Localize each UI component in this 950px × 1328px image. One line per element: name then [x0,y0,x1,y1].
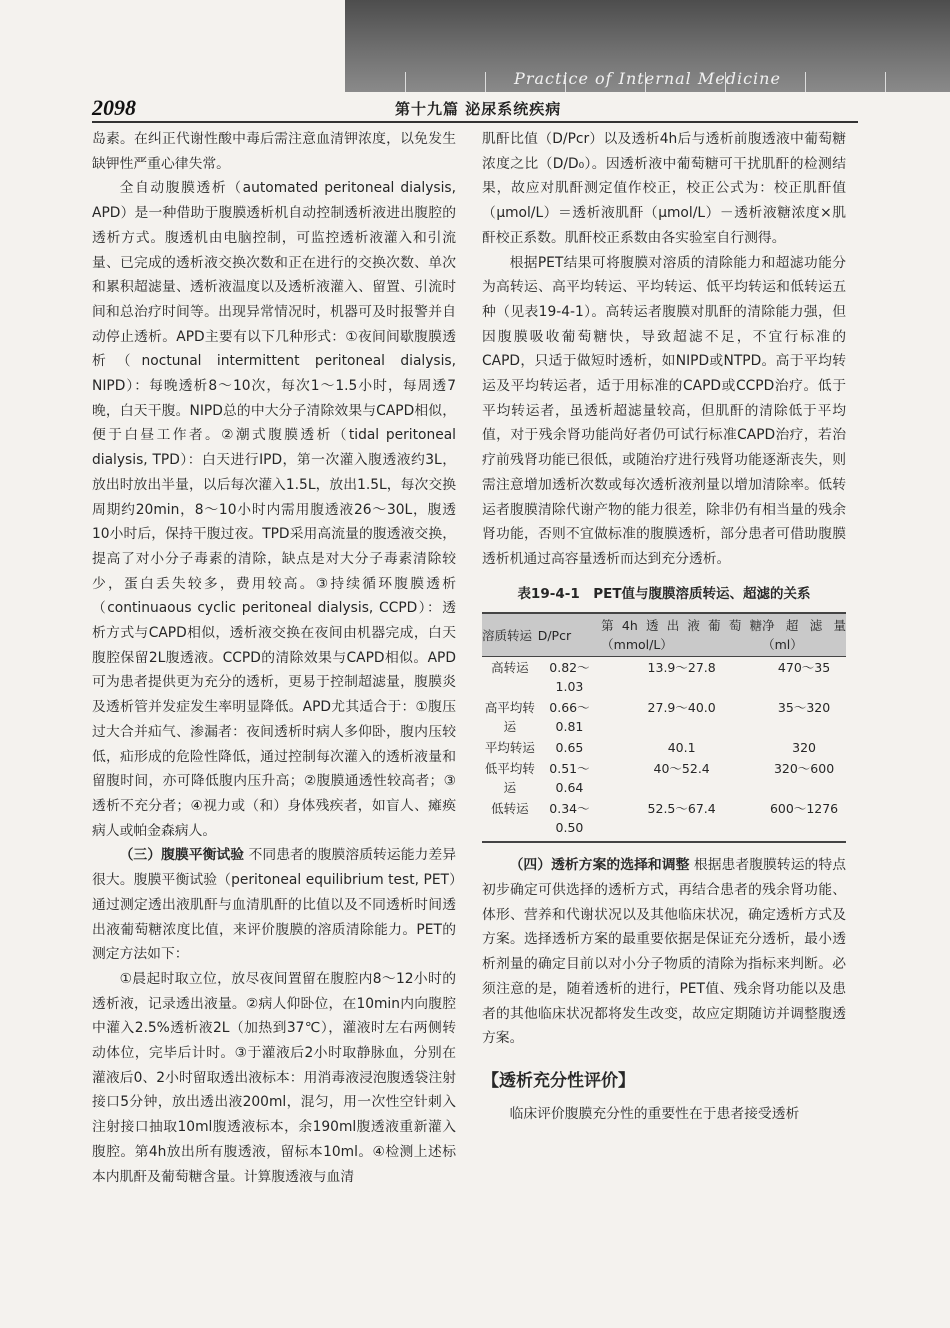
table-row [482,798,846,842]
header-rule [92,121,858,123]
table-cell: 0.51～0.64 [549,761,590,796]
table-cell: 52.5～67.4 [601,798,762,842]
paragraph-text: 根据患者腹膜转运的特点初步确定可供选择的透析方式，再结合患者的残余肾功能、体形、营养和代谢状况以及其他临床状况，确定透析方式及方案。选择透析方案的最重要依据是保证充分透析，最小透析剂量的确定目前以对小分子物质的清除为指标来判断。必须注意的是，随着透析的进行，PET值、残余肾功能以及患者的其他临床状况都将发生改变，故应定期随访并调整腹透方案。 [482,857,847,1047]
paragraph [92,843,456,967]
table-row [482,737,846,758]
left-column [92,127,456,1189]
paragraph [482,853,846,1051]
paragraph: 全自动腹膜透析（automated peritoneal dialysis, APD）是一种借助于腹膜透析机自动控制透析液进出腹腔的透析方式。腹透机由电脑控制，可监控透析液灌入和引流量、已完成的透析液交换次数和正在进行的交换次数、单次和累积超滤量、透析液温度以及透析液灌入、留置、引流时间和总治疗时间等。出现异常情况时，机器可及时报警并自动停止透析。APD主要有以下几种形式：①夜间间歇腹膜透析（noctunal intermittent peritoneal dialysis, NIPD）：每晚透析8～10次，每次1～1.5小时，每周透7晚，白天干腹。NIPD总的中大分子清除效果与CAPD相似，便于白昼工作者。②潮式腹膜透析（tidal peritoneal dialysis, TPD）：白天进行IPD，第一次灌入腹透液约3L，放出时放出半量，以后每次灌入1.5L，放出1.5L，每次交换周期约20min，8～10小时内需用腹透液26～30L，腹透10小时后，保持干腹过夜。TPD采用高流量的腹透液交换，提高了对小分子毒素的清除，缺点是对大分子毒素清除较少，蛋白丢失较多，费用较高。③持续循环腹膜透析（continuaous cyclic peritoneal dialysis, CCPD）：透析方式与CAPD相似，透析液交换在夜间由机器完成，白天腹腔保留2L腹透液。CCPD的清除效果与CAPD相似。APD可为患者提供更为充分的透析，更易于控制超滤量，腹膜炎及透析管并发症发生率明显降低。APD尤其适合于：①腹压过大合并疝气、渗漏者：夜间透析时病人多仰卧，腹内压较低，疝形成的危险性降低，通过控制每次灌入的透析液量和留腹时间，亦可降低腹内压升高；②腹膜通透性较高者；③透析不充分者；④视力或（和）身体残疾者，如盲人、瘫痪病人或帕金森病人。 [92,180,456,839]
table-caption: 表19-4-1 PET值与腹膜溶质转运、超滤的关系 [517,585,811,602]
banner-text: Practice of Internal Medicine [514,69,781,88]
table-cell: 低平均转运 [484,761,535,796]
table-cell: 高平均转运 [484,700,535,735]
table-cell: 40.1 [667,740,696,756]
table-cell: 35～320 [777,700,831,716]
table-header: 第4h透出液葡萄糖（mmol/L） [601,613,762,657]
table-header: 溶质转运 [482,613,538,657]
journal-banner [345,0,950,92]
paragraph: ①晨起时取立位，放尽夜间置留在腹腔内8～12小时的透析液，记录透出液量。②病人仰卧位，在10min内向腹腔中灌入2.5%透析液2L（加热到37℃），灌液时左右两侧转动体位，完毕后计时。③于灌液后2小时取静脉血，分别在灌液后0、2小时留取透出液标本：用消毒液浸泡腹透袋注射接口5分钟，放出透出液200ml，混匀，用一次性空针刺入注射接口抽取10ml腹透液标本，余190ml腹透液重新灌入腹腔。第4h放出所有腹透液，留标本10ml。④检测上述标本内肌酐及葡萄糖含量。计算腹透液与血清 [92,970,456,1185]
paragraph: 临床评价腹膜充分性的重要性在于患者接受透析 [509,1105,800,1122]
paragraph: 根据PET结果可将腹膜对溶质的清除能力和超滤功能分为高转运、高平均转运、平均转运、低平均转运和低转运五种（见表19-4-1）。高转运者腹膜对肌酐的清除能力强，但因腹膜吸收葡萄糖快，导致超滤不足，不宜行标准的CAPD，只适于做短时透析，如NIPD或NTPD。高于平均转运及平均转运者，适于用标准的CAPD或CCPD治疗。低于平均转运者，虽透析超滤量较高，但肌酐的清除低于平均值，对于残余肾功能尚好者仍可试行标准CAPD治疗，若治疗前残肾功能已很低，或随治疗进行残肾功能逐渐丧失，则需注意增加透析次数或每次透析液剂量以增加清除率。低转运者腹膜清除代谢产物的能力很差，除非仍有相当量的残余肾功能，否则不宜做标准的腹膜透析，部分患者可借助腹膜透析机通过高容量透析而达到充分透析。 [482,254,846,567]
subsection-heading: （三）腹膜平衡试验 [119,847,245,864]
table-row [482,758,846,798]
table-cell: 600～1276 [762,798,846,842]
table-cell: 0.82～1.03 [549,660,590,695]
section-title: 第十九篇 泌尿系统疾病 [395,100,562,118]
table-cell: 0.66～0.81 [549,700,590,735]
pet-table [482,612,846,843]
page-number: 2098 [92,95,136,120]
table-header: D/Pcr [538,613,601,657]
table-row [482,657,846,698]
table-cell: 320～600 [773,761,835,777]
table-header: 净超滤量（ml） [762,613,846,657]
right-column [482,127,846,1126]
table-cell: 470～35 [777,660,831,676]
table-row [482,697,846,737]
paragraph: 岛素。在纠正代谢性酸中毒后需注意血清钾浓度，以免发生缺钾性严重心律失常。 [92,131,456,172]
table-cell: 高转运 [491,660,529,676]
subsection-heading: （四）透析方案的选择和调整 [509,857,690,874]
paragraph: 肌酐比值（D/Pcr）以及透析4h后与透析前腹透液中葡萄糖浓度之比（D/D₀）。因透析液中葡萄糖可干扰肌酐的检测结果，故应对肌酐测定值作校正，校正公式为：校正肌酐值（μmol/L）＝透析液肌酐（μmol/L）－透析液糖浓度×肌酐校正系数。肌酐校正系数由各实验室自行测得。 [482,131,846,246]
table-cell: 320 [792,740,816,756]
table-cell: 40～52.4 [653,761,710,777]
table-cell: 低转运 [482,798,538,842]
table-cell: 13.9～27.8 [647,660,716,676]
table-cell: 27.9～40.0 [647,700,716,716]
paragraph-text: 不同患者的腹膜溶质转运能力差异很大。腹膜平衡试验（peritoneal equilibrium test, PET）通过测定透出液肌酐与血清肌酐的比值以及不同透析时间透出液葡萄糖浓度比值，来评价腹膜的溶质清除能力。PET的测定方法如下： [92,847,457,963]
table-cell: 0.65 [555,740,584,756]
table-cell: 平均转运 [484,740,535,756]
table-cell: 0.34～0.50 [538,798,601,842]
section-heading: 【透析充分性评价】 [482,1070,635,1091]
